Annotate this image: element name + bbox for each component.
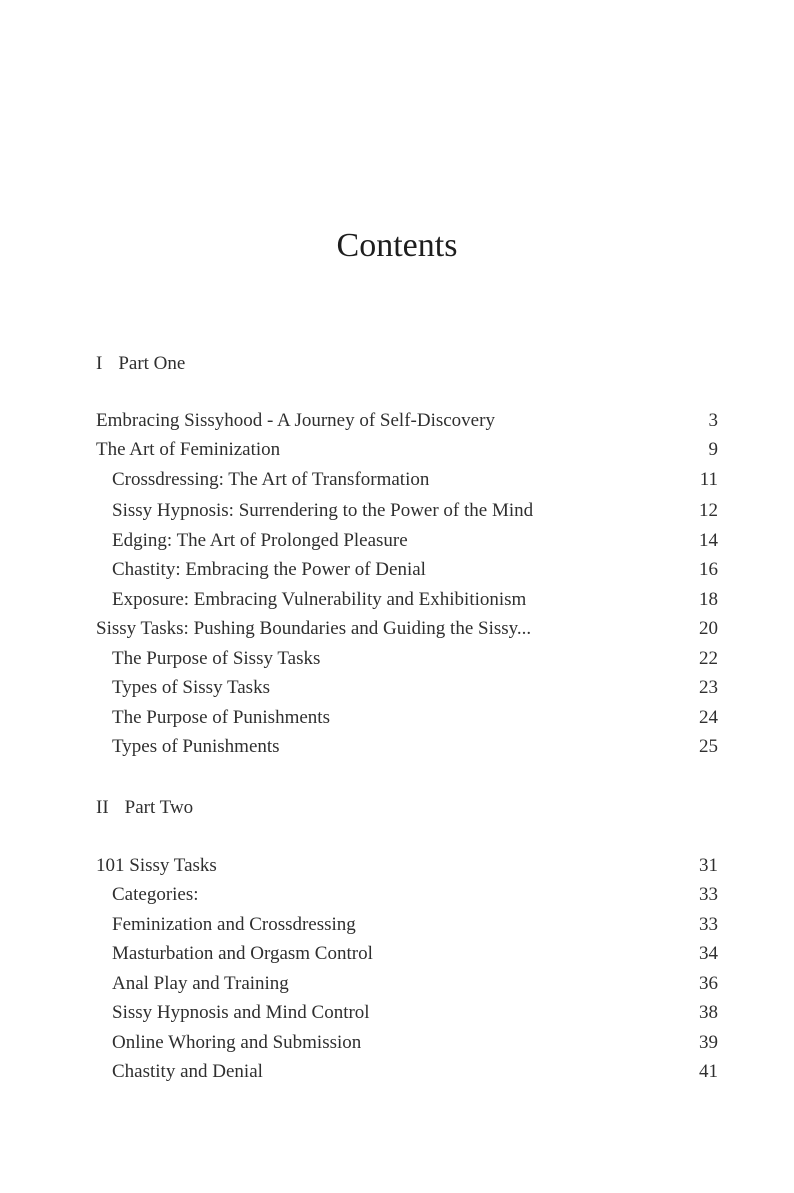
- toc-entry-label: Chastity: Embracing the Power of Denial: [112, 559, 426, 580]
- toc-entry-label: Types of Punishments: [112, 736, 280, 757]
- toc-entry-page: 11: [699, 469, 718, 490]
- toc-entry-page: 25: [699, 736, 718, 757]
- toc-entry-page: 20: [699, 618, 718, 639]
- toc-entry-label: Sissy Tasks: Pushing Boundaries and Guiding the Sissy...: [96, 618, 532, 639]
- toc-entry-page: 34: [699, 943, 718, 964]
- toc-entry-label: Sissy Hypnosis and Mind Control: [112, 1002, 370, 1023]
- toc-entry-label: 101 Sissy Tasks: [96, 855, 217, 876]
- toc-entry-label: Online Whoring and Submission: [112, 1032, 362, 1053]
- toc-subentry[interactable]: [96, 675, 718, 701]
- toc-entry-page: 18: [699, 589, 718, 610]
- toc-subentry[interactable]: [96, 467, 718, 493]
- toc-entry-label: The Purpose of Sissy Tasks: [112, 648, 321, 669]
- toc-subentry[interactable]: [96, 882, 718, 908]
- toc-entry-page: 22: [699, 648, 718, 669]
- toc-subentry[interactable]: [96, 557, 718, 583]
- part-heading: [96, 796, 193, 820]
- toc-subentry[interactable]: [96, 646, 718, 672]
- toc-entry-label: Embracing Sissyhood - A Journey of Self-Discovery: [96, 410, 495, 431]
- toc-entry-page: 33: [699, 884, 718, 905]
- toc-subentry[interactable]: [96, 912, 718, 938]
- toc-entry-page: 38: [699, 1002, 718, 1023]
- toc-subentry[interactable]: [96, 941, 718, 967]
- toc-entry-label: Edging: The Art of Prolonged Pleasure: [112, 530, 408, 551]
- toc-entry-label: Categories:: [112, 884, 199, 905]
- toc-entry-page: 41: [699, 1061, 718, 1082]
- toc-subentry[interactable]: [96, 971, 718, 997]
- part-label: Part Two: [124, 797, 194, 818]
- toc-entry[interactable]: [96, 437, 718, 463]
- part-heading: [96, 352, 185, 376]
- toc-entry-label: Sissy Hypnosis: Surrendering to the Power of the Mind: [112, 500, 534, 521]
- toc-entry-page: 14: [699, 530, 718, 551]
- toc-entry-label: Chastity and Denial: [112, 1061, 263, 1082]
- part-label: Part One: [118, 353, 186, 374]
- toc-entry[interactable]: [96, 616, 718, 642]
- toc-entry[interactable]: [96, 853, 718, 879]
- toc-subentry[interactable]: [96, 1059, 718, 1085]
- toc-entry-label: Crossdressing: The Art of Transformation: [112, 469, 430, 490]
- part-number: I: [96, 353, 103, 374]
- toc-entry-page: 36: [699, 973, 718, 994]
- toc-entry-page: 12: [699, 500, 718, 521]
- toc-entry-label: The Purpose of Punishments: [112, 707, 330, 728]
- toc-subentry[interactable]: [96, 1000, 718, 1026]
- page-title: Contents: [336, 227, 458, 264]
- toc-entry-page: 33: [699, 914, 718, 935]
- toc-entry-page: 23: [699, 677, 718, 698]
- toc-entry-page: 24: [699, 707, 718, 728]
- toc-subentry[interactable]: [96, 587, 718, 613]
- toc-entry-page: 9: [708, 439, 718, 460]
- toc-subentry[interactable]: [96, 528, 718, 554]
- part-number: II: [96, 797, 109, 818]
- toc-entry-label: Masturbation and Orgasm Control: [112, 943, 373, 964]
- toc-entry-label: Exposure: Embracing Vulnerability and Exhibitionism: [112, 589, 527, 610]
- toc-entry-label: The Art of Feminization: [96, 439, 281, 460]
- toc-subentry[interactable]: [96, 498, 718, 524]
- toc-subentry[interactable]: [96, 1030, 718, 1056]
- toc-entry-label: Anal Play and Training: [112, 973, 289, 994]
- toc-subentry[interactable]: [96, 734, 718, 760]
- toc-subentry[interactable]: [96, 705, 718, 731]
- toc-entry-label: Types of Sissy Tasks: [112, 677, 270, 698]
- toc-entry[interactable]: [96, 408, 718, 434]
- toc-entry-page: 3: [708, 410, 718, 431]
- toc-entry-page: 31: [699, 855, 718, 876]
- toc-entry-label: Feminization and Crossdressing: [112, 914, 356, 935]
- toc-entry-page: 16: [699, 559, 718, 580]
- toc-entry-page: 39: [699, 1032, 718, 1053]
